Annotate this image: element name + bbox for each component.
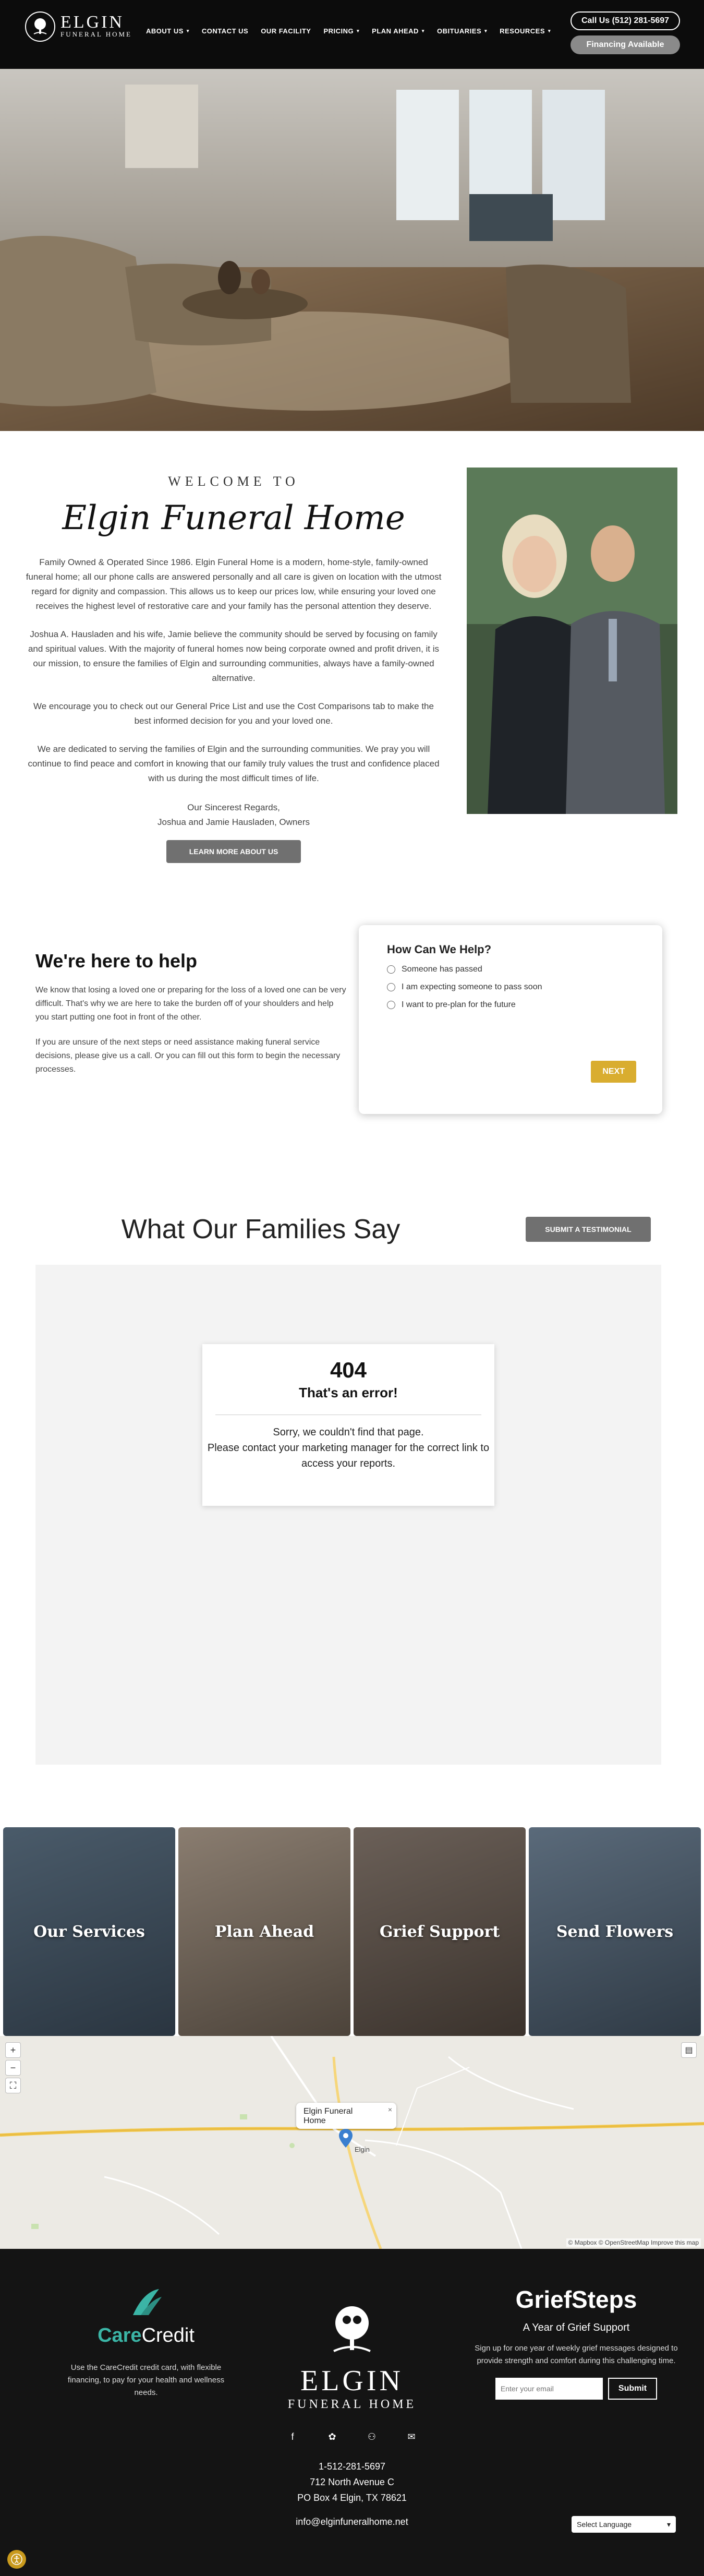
help-paragraph: If you are unsure of the next steps or need assistance making funeral service decisions, please give us a call. Or you can fill out this form to begin the necessary processes. (35, 1038, 341, 1074)
nav-label: OUR FACILITY (261, 27, 311, 35)
tree-logo-icon (25, 11, 55, 42)
error-instructions: Please contact your marketing manager for the correct link to access your reports. (207, 1442, 490, 1469)
error-code: 404 (330, 1358, 367, 1382)
carecredit-text: Use the CareCredit credit card, with flexible financing, to pay for your health and wellness needs. (67, 2363, 225, 2397)
language-select[interactable] (572, 2516, 676, 2533)
main-nav (146, 27, 551, 35)
radio-label: I am expecting someone to pass soon (402, 983, 542, 991)
radio-option-someone-passed[interactable] (387, 965, 634, 974)
hero-image (0, 69, 704, 431)
tile-label: Send Flowers (556, 1922, 674, 1941)
footer-tree-logo-icon (237, 2301, 467, 2361)
nav-label: OBITUARIES (436, 27, 482, 35)
submit-testimonial-button[interactable]: SUBMIT A TESTIMONIAL (526, 1217, 651, 1242)
chevron-down-icon: ▾ (421, 28, 424, 33)
tile-grief-support[interactable] (354, 1827, 526, 2036)
griefsteps-email-input[interactable] (495, 2378, 603, 2400)
help-paragraph: We know that losing a loved one or preparing for the loss of a loved one can be very difficult. That's why we are here to take the burden off of your shoulders and help you start putting one foot in front of the other. (35, 986, 346, 1022)
welcome-paragraph: We encourage you to check out our General Price List and use the Cost Comparisons tab to make the best informed decision for you and your loved one. (33, 701, 434, 726)
map-town-label: Elgin (355, 2146, 370, 2153)
tile-label: Our Services (33, 1922, 145, 1941)
help-section (0, 942, 704, 1214)
facebook-icon[interactable]: f (291, 2431, 294, 2442)
nav-item-resources[interactable] (500, 27, 551, 35)
footer-address: 712 North Avenue C (310, 2477, 394, 2487)
tile-label: Plan Ahead (214, 1922, 314, 1941)
footer-address: PO Box 4 Elgin, TX 78621 (297, 2493, 407, 2503)
welcome-section (0, 431, 704, 942)
radio-button[interactable] (387, 1001, 395, 1009)
tile-send-flowers[interactable] (529, 1827, 701, 2036)
chevron-down-icon: ▾ (548, 28, 551, 33)
welcome-signers: Joshua and Jamie Hausladen, Owners (157, 817, 310, 827)
radio-label: Someone has passed (402, 965, 482, 974)
welcome-signoff: Our Sincerest Regards, (187, 802, 280, 812)
map-layers-icon[interactable]: ▤ (681, 2042, 697, 2058)
griefsteps-text: Sign up for one year of weekly grief messages designed to provide strength and comfort during this challenging time. (475, 2344, 678, 2365)
nav-item-our-facility[interactable] (261, 27, 311, 35)
owners-photo (467, 468, 677, 814)
testimonials-section (0, 1214, 704, 1827)
footer-brand: ELGIN (300, 2365, 404, 2397)
tile-our-services[interactable] (3, 1827, 175, 2036)
nav-label: RESOURCES (500, 27, 545, 35)
footer-contact (237, 2301, 467, 2530)
tile-label: Grief Support (379, 1922, 500, 1941)
radio-button[interactable] (387, 983, 395, 991)
footer-phone[interactable]: 1-512-281-5697 (318, 2461, 386, 2472)
welcome-paragraph: Family Owned & Operated Since 1986. Elgin Funeral Home is a modern, home-style, family-owned funeral home; all our phone calls are answered personally and all care is given on location with the utmost regard for dignity and compassion. This allows us to keep our prices low, while ensuring your loved one receives the highest level of restorative care and your family has the personal attention they deserve. (26, 557, 442, 611)
logo-brand: ELGIN (60, 13, 124, 32)
nav-label: ABOUT US (146, 27, 184, 35)
popup-line: Home (304, 2116, 326, 2125)
carecredit-logo-icon[interactable] (128, 2286, 164, 2318)
people-icon[interactable]: ⚇ (367, 2431, 377, 2442)
location-map[interactable] (0, 2036, 704, 2249)
language-select-label: Select Language (577, 2520, 632, 2529)
nav-item-about-us[interactable] (146, 27, 189, 35)
email-icon[interactable]: ✉ (407, 2431, 416, 2442)
griefsteps-tagline: A Year of Grief Support (523, 2322, 630, 2333)
radio-option-preplan[interactable] (387, 1000, 634, 1010)
help-form-card (359, 925, 662, 1114)
nav-item-contact-us[interactable] (202, 27, 248, 35)
error-message: Sorry, we couldn't find that page. (273, 1427, 424, 1438)
griefsteps-submit-button[interactable]: Submit (608, 2378, 657, 2400)
nav-label: PRICING (323, 27, 354, 35)
welcome-paragraph: We are dedicated to serving the families of Elgin and the surrounding communities. We pray you will continue to find peace and comfort in knowing that our family truly values the trust and confidence placed with us during the most difficult times of life. (28, 744, 440, 783)
radio-option-expecting[interactable] (387, 983, 634, 992)
nav-label: CONTACT US (201, 27, 249, 35)
popup-close-icon[interactable]: × (387, 2105, 392, 2114)
map-popup (296, 2103, 396, 2129)
zoom-in-button[interactable]: + (5, 2042, 21, 2058)
map-attribution[interactable]: © Mapbox © OpenStreetMap Improve this map (566, 2238, 701, 2247)
site-logo[interactable] (25, 11, 132, 42)
zoom-out-button[interactable]: − (5, 2060, 21, 2076)
nav-label: PLAN AHEAD (372, 27, 419, 35)
footer-email[interactable]: info@elginfuneralhome.net (296, 2517, 408, 2527)
welcome-paragraph: Joshua A. Hausladen and his wife, Jamie believe the community should be served by focusing on family and spiritual values. With the majority of funeral homes now being corporate owned and profit driven, it is our mission, to ensure the families of Elgin and surrounding communities, always have a family-owned alternative. (28, 629, 440, 683)
chevron-down-icon: ▾ (484, 28, 488, 33)
popup-line: Elgin Funeral (304, 2107, 353, 2116)
chevron-down-icon: ▾ (666, 2520, 671, 2529)
radio-button[interactable] (387, 965, 395, 974)
call-us-button[interactable]: Call Us (512) 281-5697 (571, 11, 680, 30)
chevron-down-icon: ▾ (186, 28, 189, 33)
radio-label: I want to pre-plan for the future (402, 1000, 516, 1009)
learn-more-button[interactable]: LEARN MORE ABOUT US (166, 840, 301, 863)
nav-item-obituaries[interactable] (437, 27, 487, 35)
financing-button[interactable]: Financing Available (571, 35, 680, 54)
service-tiles (0, 1827, 704, 2036)
error-subtitle: That's an error! (299, 1385, 398, 1400)
next-button[interactable]: NEXT (591, 1061, 636, 1083)
site-header (0, 0, 704, 69)
carecredit-block (57, 2286, 235, 2399)
error-card (202, 1344, 494, 1506)
tile-plan-ahead[interactable] (178, 1827, 350, 2036)
testimonials-title: What Our Families Say (121, 1214, 400, 1244)
accessibility-icon[interactable] (7, 2550, 26, 2569)
nav-item-pricing[interactable] (323, 27, 359, 35)
map-pin-icon[interactable] (339, 2129, 353, 2148)
help-title: We're here to help (35, 950, 197, 972)
help-form-title: How Can We Help? (387, 943, 492, 956)
griefsteps-logo: GriefSteps (515, 2286, 637, 2313)
carecredit-name[interactable]: CareCredit (98, 2325, 195, 2346)
footer-brand-subtitle: FUNERAL HOME (287, 2398, 417, 2411)
welcome-title: Elgin Funeral Home (62, 499, 405, 537)
flower-icon[interactable]: ✿ (328, 2431, 336, 2442)
griefsteps-block (472, 2285, 681, 2400)
nav-item-plan-ahead[interactable] (372, 27, 424, 35)
fullscreen-icon[interactable]: ⛶ (5, 2078, 21, 2093)
chevron-down-icon: ▾ (357, 28, 360, 33)
site-footer (0, 2249, 704, 2576)
welcome-overline: WELCOME TO (168, 474, 299, 489)
logo-subtitle: FUNERAL HOME (60, 30, 132, 38)
reviews-embed (35, 1265, 661, 1765)
